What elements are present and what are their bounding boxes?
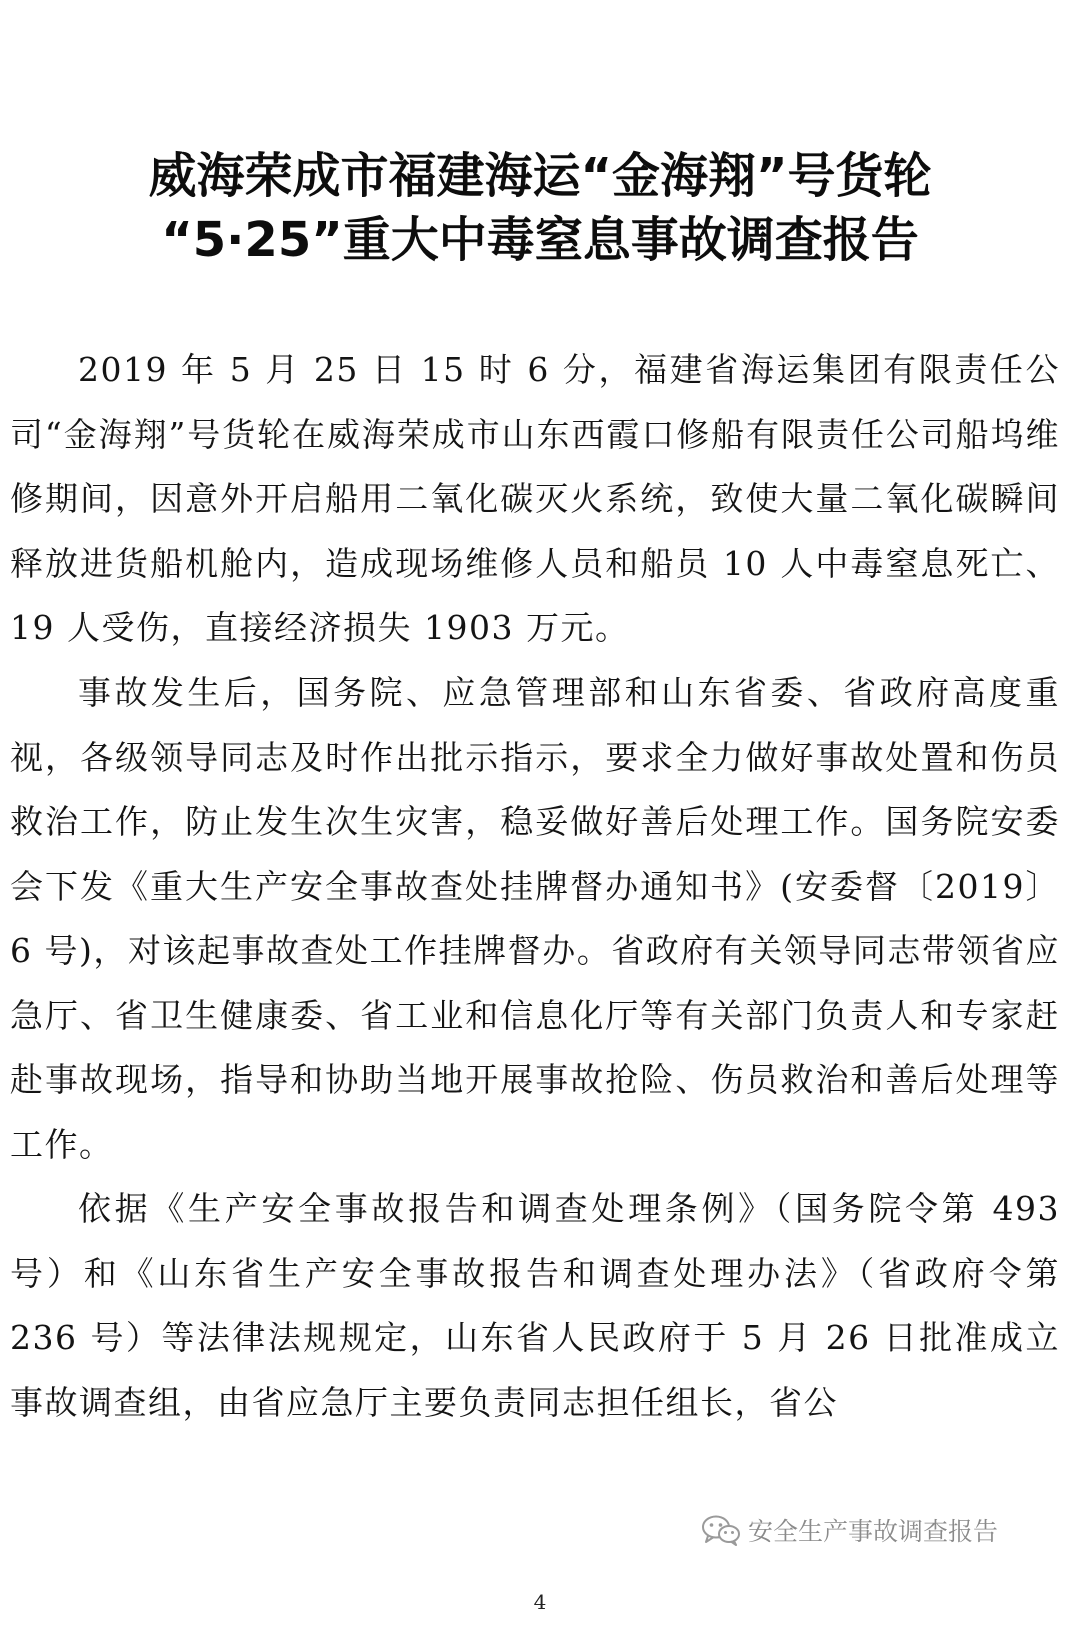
report-title-line-2: “5·25”重大中毒窒息事故调查报告 <box>161 212 919 268</box>
paragraph-accident-summary: 2019 年 5 月 25 日 15 时 6 分，福建省海运集团有限责任公司“金海翔”号货轮在威海荣成市山东西霞口修船有限责任公司船坞维修期间，因意外开启船用二氧化碳灭火系统，致使大量二氧化碳瞬间释放进货船机舱内，造成现场维修人员和船员 10 人中毒窒息死亡、19 人受伤，直接经济损失 1903 万元。 <box>10 350 1060 647</box>
paragraph-response: 事故发生后，国务院、应急管理部和山东省委、省政府高度重视，各级领导同志及时作出批示指示，要求全力做好事故处置和伤员救治工作，防止发生次生灾害，稳妥做好善后处理工作。国务院安委会下发《重大生产安全事故查处挂牌督办通知书》(安委督〔2019〕6 号)，对该起事故查处工作挂牌督办。省政府有关领导同志带领省应急厅、省卫生健康委、省工业和信息化厅等有关部门负责人和专家赶赴事故现场，指导和协助当地开展事故抢险、伤员救治和善后处理等工作。 <box>10 673 1060 1164</box>
page-number: 4 <box>533 1590 547 1614</box>
paragraph-investigation-basis: 依据《生产安全事故报告和调查处理条例》（国务院令第 493 号）和《山东省生产安全事故报告和调查处理办法》（省政府令第 236 号）等法律法规规定，山东省人民政府于 5 月 26 日批准成立事故调查组，由省应急厅主要负责同志担任组长，省公 <box>10 1189 1060 1422</box>
wechat-icon <box>700 1514 742 1546</box>
wechat-watermark <box>700 1510 998 1550</box>
report-title-line-1: 威海荣成市福建海运“金海翔”号货轮 <box>148 148 932 204</box>
watermark-text: 安全生产事故调查报告 <box>748 1517 999 1546</box>
